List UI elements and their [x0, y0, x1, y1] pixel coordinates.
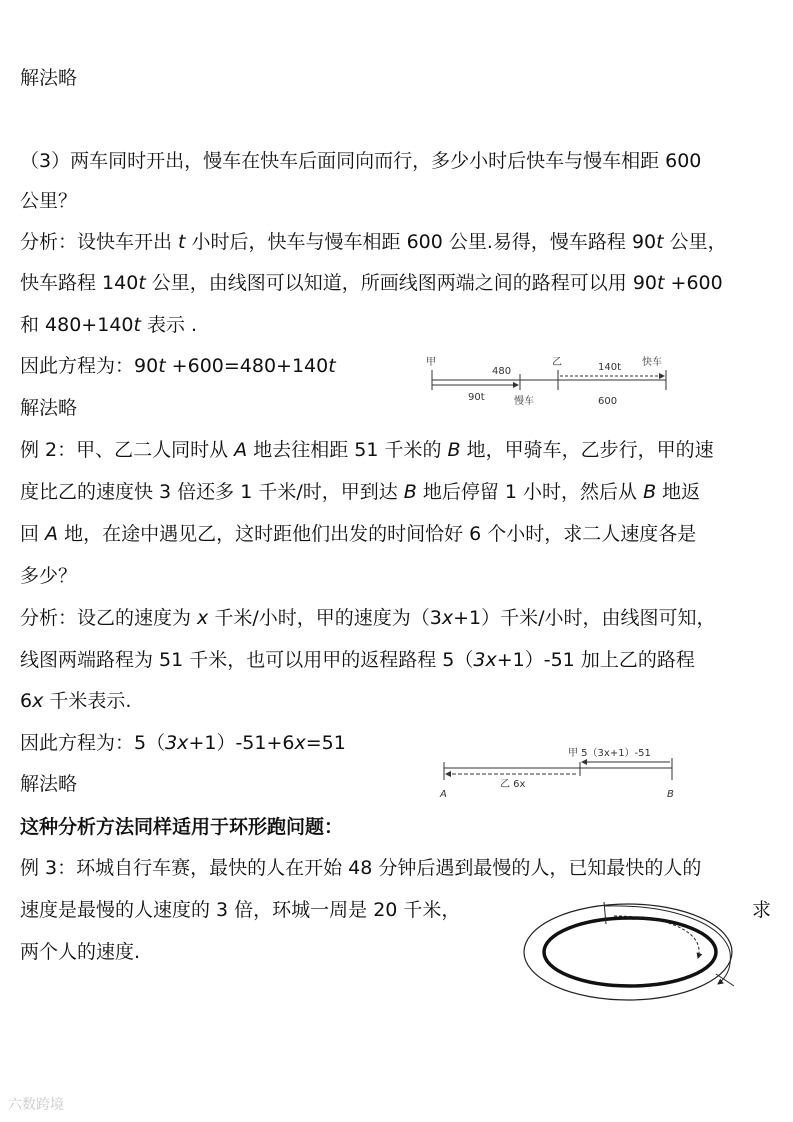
var-A: A: [45, 523, 59, 545]
text: 公里，由线图可以知道，所画线图两端之间的路程可以用 90: [145, 272, 658, 294]
text: 线图两端路程为 51 千米，也可以用甲的返程路程 5（: [20, 649, 474, 671]
text: 地后停留 1 小时，然后从: [416, 481, 644, 503]
analysis-2-line-1: [20, 606, 716, 630]
var-t: t: [328, 355, 336, 377]
line-diagram-cars: [420, 352, 680, 414]
var-x: x: [294, 732, 306, 754]
text: 分析：设快车开出: [20, 231, 179, 253]
text: 和 480+140: [20, 314, 134, 336]
equation-1: [20, 354, 336, 378]
text: +1）-51 加上乙的路程: [496, 649, 695, 671]
line-diagram-ab: [430, 742, 690, 800]
text: 回: [20, 523, 46, 545]
text: +600=480+140: [165, 355, 329, 377]
watermark: 六数跨境: [8, 1097, 64, 1113]
solution-omitted-1: 解法略: [20, 67, 78, 89]
label-B: B: [667, 789, 674, 800]
text: 千米/小时，甲的速度为（3: [208, 607, 442, 629]
text: 表示 .: [140, 314, 198, 336]
analysis-2-line-3: [20, 689, 131, 713]
var-B: B: [447, 439, 461, 461]
var-t: t: [656, 231, 664, 253]
text: 例 2：甲、乙二人同时从: [20, 439, 235, 461]
text: 因此方程为：5（: [20, 732, 166, 754]
solution-omitted-2: 解法略: [20, 397, 78, 419]
example-2-line-1: [20, 438, 714, 462]
analysis-1-line-2: [20, 271, 723, 295]
var-B: B: [403, 481, 417, 503]
text: 分析：设乙的速度为: [20, 607, 198, 629]
label-480: 480: [492, 366, 512, 377]
slow-rider-path: [614, 916, 699, 958]
label-A: A: [440, 789, 447, 800]
var-x: x: [32, 690, 44, 712]
label-kuaiche: 快车: [642, 357, 662, 368]
circular-track-diagram: [518, 900, 748, 1010]
text: 公里，: [663, 231, 727, 253]
example-2-line-4: 多少？: [20, 565, 78, 587]
label-jia: 甲: [426, 357, 436, 368]
label-600: 600: [598, 396, 618, 407]
var-t: t: [138, 272, 146, 294]
var-t: t: [133, 314, 141, 336]
solution-omitted-3: 解法略: [20, 773, 78, 795]
var-x: x: [197, 607, 209, 629]
example-3-line-2-tail: 求: [752, 899, 772, 921]
label-jia-return: 甲 5（3x+1）-51: [568, 748, 651, 759]
label-manche: 慢车: [514, 396, 534, 407]
text: 地返: [656, 481, 701, 503]
var-B: B: [643, 481, 657, 503]
example-3-line-3: 两个人的速度.: [20, 941, 141, 963]
text: 地去往相距 51 千米的: [247, 439, 448, 461]
text: 6: [20, 690, 33, 712]
analysis-1-line-1: [20, 230, 727, 254]
var-t: t: [158, 355, 166, 377]
inner-track: [544, 918, 716, 986]
question-3: （3）两车同时开出，慢车在快车后面同向而行，多少小时后快车与慢车相距 600: [20, 150, 702, 172]
text: +1）-51+6: [188, 732, 295, 754]
text: 度比乙的速度快 3 倍还多 1 千米/时，甲到达: [20, 481, 404, 503]
equation-2: [20, 731, 346, 755]
text: 地，在途中遇见乙，这时距他们出发的时间恰好 6 个小时，求二人速度各是: [58, 523, 697, 545]
text: 地，甲骑车，乙步行，甲的速: [460, 439, 714, 461]
analysis-2-line-2: [20, 648, 695, 672]
label-140t: 140t: [598, 362, 622, 373]
expr-3x: 3x: [165, 732, 189, 754]
example-3-line-2: 速度是最慢的人速度的 3 倍，环城一周是 20 千米，: [20, 899, 461, 921]
label-yi-6x: 乙 6x: [500, 779, 526, 790]
var-x: x: [441, 607, 454, 629]
text: +600: [664, 272, 723, 294]
example-2-line-2: [20, 480, 700, 504]
text: 快车路程 140: [20, 272, 139, 294]
question-3-cont: 公里？: [20, 190, 78, 212]
label-90t: 90t: [468, 392, 485, 403]
var-t: t: [178, 231, 186, 253]
text: 小时后，快车与慢车相距 600 公里.易得，慢车路程 90: [185, 231, 657, 253]
section-heading-circular: 这种分析方法同样适用于环形跑问题：: [20, 816, 344, 838]
text: 因此方程为：90: [20, 355, 159, 377]
example-2-line-3: [20, 522, 696, 546]
var-A: A: [234, 439, 248, 461]
label-yi: 乙: [552, 357, 562, 368]
text: =51: [305, 732, 346, 754]
expr-3x: 3x: [473, 649, 497, 671]
var-t: t: [657, 272, 665, 294]
example-3-line-1: 例 3：环城自行车赛，最快的人在开始 48 分钟后遇到最慢的人，已知最快的人的: [20, 857, 702, 879]
analysis-1-line-3: [20, 313, 197, 337]
text: +1）千米/小时，由线图可知，: [453, 607, 716, 629]
meet-tick: [716, 974, 734, 986]
text: 千米表示.: [43, 690, 132, 712]
